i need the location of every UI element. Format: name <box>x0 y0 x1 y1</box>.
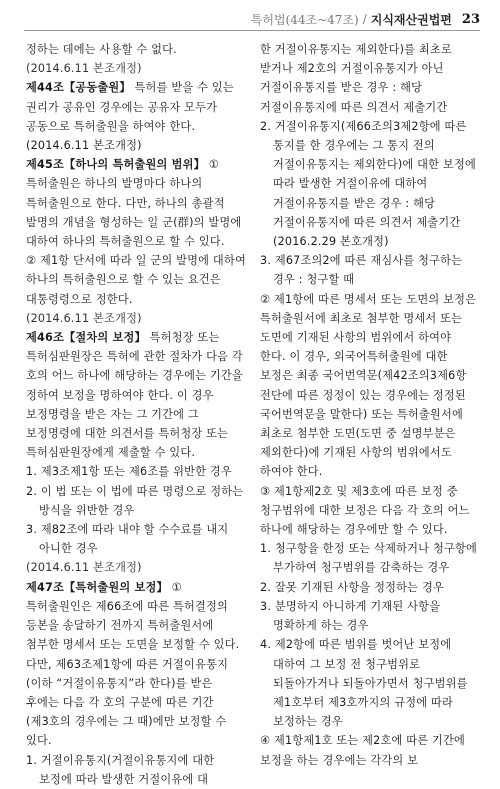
paragraph <box>26 309 246 328</box>
right-column <box>260 40 480 767</box>
paragraph-text: 1. 제3조제1항 또는 제6조를 위반한 경우 <box>26 465 232 479</box>
paragraph <box>26 40 246 59</box>
paragraph-text: (2014.6.11 본조개정) <box>26 311 142 325</box>
paragraph <box>260 731 480 769</box>
paragraph-text: 2. 이 법 또는 이 법에 따른 명령으로 정하는 방식을 위반한 경우 <box>26 484 244 517</box>
header-subtitle: 특허법(44조~47조) <box>250 12 359 27</box>
paragraph-text: 특허를 받을 수 있는 권리가 공유인 경우에는 공유자 모두가 공동으로 특허출원을 하여야 한다.(2014.6.11 본조개정) <box>26 81 234 153</box>
paragraph <box>26 558 246 577</box>
article-title: 【절차의 보정】 <box>63 331 146 345</box>
header-book-title: 지식재산권법편 <box>370 12 452 27</box>
article-number: 제47조 <box>26 580 64 594</box>
paragraph-text: 3. 제67조의2에 따른 재심사를 청구하는 경우 : 청구할 때 <box>260 254 463 287</box>
paragraph <box>260 40 480 117</box>
paragraph-text: 1. 청구항을 한정 또는 삭제하거나 청구항에 부가하여 청구범위를 감축하는 경우 <box>260 542 477 575</box>
article-number: 제44조 <box>26 81 64 95</box>
paragraph-text: 4. 제2항에 따른 범위를 벗어난 보정에 대하여 그 보정 전 청구범위로 되돌아가거나 되돌아가면서 청구범위를 제1호부터 제3호까지의 규정에 따라 보정하는 경우 <box>260 638 468 729</box>
paragraph <box>260 117 480 251</box>
paragraph-text: (2014.6.11 본조개정) <box>26 561 142 575</box>
article-number: 제46조 <box>26 331 64 345</box>
paragraph-text: ④ 제1항제1호 또는 제2호에 따른 기간에 보정을 하는 경우에는 각각의 보 <box>260 734 466 767</box>
article-paragraph <box>26 78 246 155</box>
page-number: 23 <box>461 11 480 27</box>
paragraph-text: ① 특허출원인은 제66조에 따른 특허결정의 등본을 송달하기 전까지 특허출원서에 첨부한 명세서 또는 도면을 보정할 수 있다. 다만, 제63조제1항에 따른 거절이유통지(이하 “거절이유통지”라 한다)를 받은 후에는 다음 각 호의 구분에 따른 기간(제3호의 경우에는 그 때)에만 보정할 수 있다. <box>26 580 240 748</box>
paragraph <box>26 482 246 520</box>
paragraph-text: 3. 제82조에 따라 내야 할 수수료를 내지 아니한 경우 <box>26 523 229 556</box>
paragraph <box>26 520 246 558</box>
left-column <box>26 40 246 786</box>
paragraph <box>26 751 246 789</box>
paragraph-text: (2014.6.11 본조개정) <box>26 62 142 76</box>
paragraph-text: 1. 거절이유통지(거절이유통지에 대한 보정에 따라 발생한 거절이유에 대 <box>26 753 215 786</box>
paragraph <box>260 578 480 597</box>
article-paragraph <box>26 328 246 462</box>
paragraph-text: ② 제1항에 따른 명세서 또는 도면의 보정은 특허출원서에 최초로 첨부한 명세서 또는 도면에 기재된 사항의 범위에서 하여야 한다. 이 경우, 외국어특허출원에 대한 보정은 최종 국어번역문(제42조의3제6항 전단에 따른 정정이 있는 경우에는 정정된 국어번역문을 말한다) 또는 특허출원서에 최초로 첨부한 도면(도면 중 설명부분은 제외한다)에 기재된 사항의 범위에서도 하여야 한다. <box>260 292 477 479</box>
header-separator: / <box>362 12 367 26</box>
paragraph <box>26 462 246 481</box>
paragraph <box>260 597 480 635</box>
running-header <box>24 8 480 31</box>
paragraph-text: 특허청장 또는 특허심판원장은 특허에 관한 절차가 다음 각 호의 어느 하나에 해당하는 경우에는 기간을 정하여 보정을 명하여야 한다. 이 경우 보정명령을 받은 자는 그 기간에 그 보정명령에 대한 의견서를 특허청장 또는 특허심판원장에게 제출할 수 있다. <box>26 331 243 460</box>
paragraph <box>260 251 480 289</box>
paragraph <box>26 59 246 78</box>
paragraph-text: 정하는 데에는 사용할 수 없다. <box>26 43 177 56</box>
paragraph <box>26 251 246 309</box>
article-title: 【하나의 특허출원의 범위】 <box>63 158 206 172</box>
article-paragraph <box>26 578 246 751</box>
paragraph-text: ③ 제1항제2호 및 제3호에 따른 보정 중 청구범위에 대한 보정은 다음 각 호의 어느 하나에 해당하는 경우에만 할 수 있다. <box>260 484 470 537</box>
paragraph <box>260 290 480 482</box>
paragraph-text: ① 특허출원은 하나의 발명마다 하나의 특허출원으로 한다. 다만, 하나의 총괄적 발명의 개념을 형성하는 일 군(群)의 발명에 대하여 하나의 특허출원으로 할 수 있다. <box>26 158 242 249</box>
paragraph-text: 2. 거절이유통지(제66조의3제2항에 따른 통지를 한 경우에는 그 통지 전의 거절이유통지는 제외한다)에 대한 보정에 따라 발생한 거절이유에 대하여 거절이유통지를 받은 경우 : 해당 거절이유통지에 따른 의견서 제출기간(2016.2.29 본호개정) <box>260 119 476 249</box>
paragraph-text: 2. 잘못 기재된 사항을 정정하는 경우 <box>260 580 444 594</box>
article-number: 제45조 <box>26 158 64 172</box>
paragraph-text: 한 거절이유통지는 제외한다)를 최초로 받거나 제2호의 거절이유통지가 아닌 거절이유통지를 받은 경우 : 해당 거절이유통지에 따른 의견서 제출기간 <box>260 43 452 114</box>
page-body <box>26 40 480 786</box>
paragraph <box>260 635 480 731</box>
article-title: 【특허출원의 보정】 <box>63 580 168 594</box>
article-paragraph <box>26 155 246 251</box>
article-title: 【공동출원】 <box>63 81 131 95</box>
paragraph <box>260 482 480 540</box>
paragraph-text: ② 제1항 단서에 따라 일 군의 발명에 대하여 하나의 특허출원으로 할 수 있는 요건은 대통령령으로 정한다. <box>26 254 246 306</box>
paragraph-text: 3. 분명하지 아니하게 기재된 사항을 명확하게 하는 경우 <box>260 599 441 633</box>
paragraph <box>260 539 480 577</box>
